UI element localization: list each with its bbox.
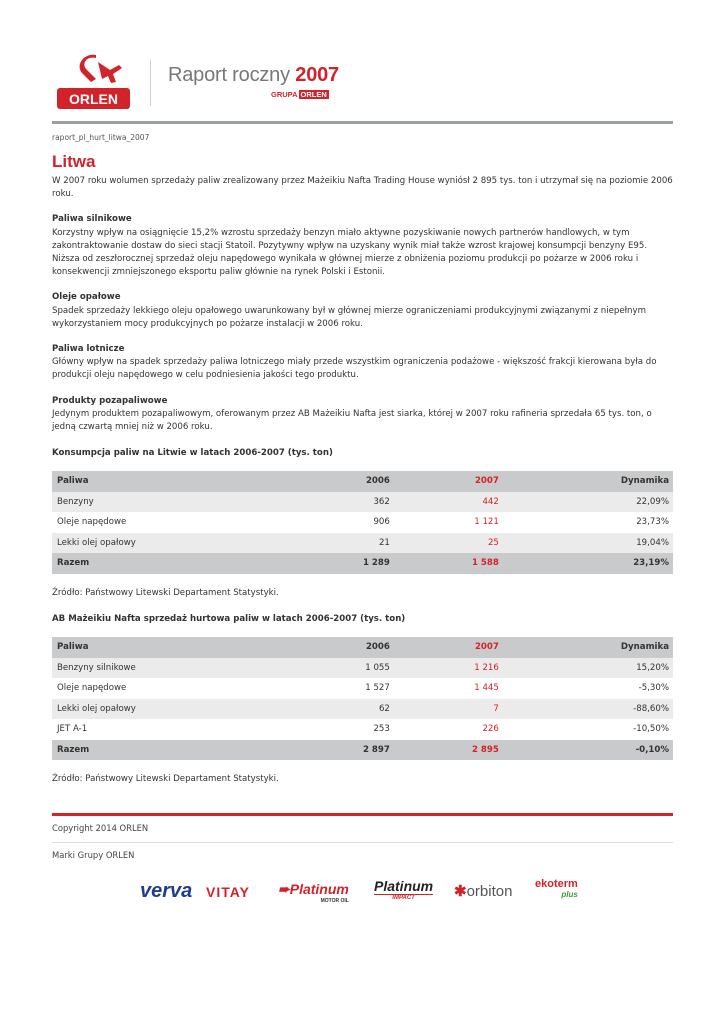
grupa-prefix: GRUPA — [271, 90, 298, 99]
table-cell: 21 — [378, 537, 390, 548]
page-title: Litwa — [52, 152, 96, 171]
section-heading: Paliwa silnikowe — [52, 214, 132, 225]
table-cell: 1 121 — [474, 517, 499, 528]
file-name: raport_pl_hurt_litwa_2007 — [52, 133, 150, 142]
column-header: Dynamika — [620, 476, 669, 487]
table-cell: 1 055 — [365, 662, 390, 673]
section-text: Spadek sprzedaży lekkiego oleju opałowego uwarunkowany był w głównej mierze ograniczeniami produkcyjnymi związanymi z niepełnym wykorzystaniem mocy produkcyjnych po pożarze instalacji w 2006 roku. — [52, 305, 646, 329]
column-header: 2006 — [365, 476, 390, 487]
table-cell: 442 — [482, 496, 499, 507]
brand-orbiton[interactable] — [454, 882, 512, 900]
brand-logos — [140, 876, 590, 912]
table-cell: 1 445 — [474, 683, 499, 693]
table-cell: 7 — [493, 703, 499, 714]
brand-vitay[interactable]: VITAY — [206, 884, 250, 900]
footer-divider — [52, 842, 673, 843]
brands-label: Marki Grupy ORLEN — [52, 850, 135, 860]
brand-name: Platinum — [374, 878, 434, 894]
table-cell: 1 588 — [471, 558, 499, 569]
report-title — [168, 64, 339, 87]
table-cell: Oleje napędowe — [57, 517, 127, 528]
section-heading: Oleje opałowe — [52, 292, 121, 303]
table-total-row — [52, 740, 673, 761]
brand-name: orbiton — [466, 883, 513, 900]
footer-rule — [52, 813, 673, 816]
copyright: Copyright 2014 ORLEN — [52, 823, 149, 833]
table-cell: 2 895 — [471, 744, 499, 755]
table-cell: -5,30% — [638, 683, 669, 693]
brand-platinum-motor-oil[interactable] — [278, 881, 349, 904]
table-cell: 22,09% — [636, 496, 669, 507]
report-title-prefix: Raport roczny — [168, 64, 290, 86]
table-cell: 906 — [373, 517, 390, 528]
table-cell: 1 289 — [362, 558, 390, 569]
source-note: Źródło: Państwowy Litewski Departament Statystyki. — [52, 587, 279, 598]
table-row — [52, 678, 673, 699]
table-cell: 62 — [378, 703, 390, 714]
table-cell: 253 — [373, 724, 390, 734]
table-cell: -88,60% — [633, 703, 669, 714]
table-header-row — [52, 471, 673, 492]
table-cell: Oleje napędowe — [57, 683, 127, 693]
table-cell: 19,04% — [636, 537, 669, 548]
section-text: Jedynym produktem pozapaliwowym, oferowanym przez AB Mażeikiu Nafta jest siarka, której w 2007 roku rafineria sprzedała 65 tys. ton, o jedną czwartą mniej niż w 2006 roku. — [52, 408, 652, 433]
column-header: Paliwa — [57, 642, 89, 652]
table-cell: 23,19% — [633, 558, 669, 569]
table-title: Konsumpcja paliw na Litwie w latach 2006-2007 (tys. ton) — [52, 448, 333, 459]
table-cell: 15,20% — [636, 662, 669, 673]
table-cell: 1 527 — [365, 683, 390, 693]
table-cell: Benzyny — [57, 496, 94, 507]
table-cell: Razem — [57, 744, 90, 755]
consumption-table — [52, 471, 673, 574]
table-cell: Lekki olej opałowy — [57, 537, 136, 548]
table-row — [52, 658, 673, 679]
wholesale-table — [52, 637, 673, 760]
brand-name: ekoterm — [535, 878, 578, 890]
table-row — [52, 533, 673, 554]
brand-ekoterm[interactable] — [535, 878, 578, 899]
brand-name: Platinum — [289, 881, 349, 897]
table-cell: Razem — [57, 558, 90, 569]
table-row — [52, 699, 673, 720]
table-cell: JET A-1 — [57, 724, 88, 734]
brand-subtitle: IMPACT — [374, 894, 433, 901]
platinum-arrow-icon: ➨ — [278, 881, 290, 897]
article — [52, 152, 673, 787]
section-heading: Paliwa lotnicze — [52, 344, 125, 355]
column-header: 2007 — [474, 642, 499, 652]
section-text: Główny wpływ na spadek sprzedaży paliwa lotniczego miały przede wszystkim ograniczenia podażowe - większość frakcji kierowana była do produkcji oleju napędowego w celu podniesienia jakości tego produktu. — [52, 357, 657, 381]
table-cell: 25 — [487, 537, 499, 548]
brand-subtitle: MOTOR OIL — [320, 898, 349, 904]
table-cell: -10,50% — [633, 724, 669, 734]
column-header: Dynamika — [620, 642, 669, 652]
table-cell: Benzyny silnikowe — [57, 662, 136, 673]
table-row — [52, 492, 673, 513]
table-title: AB Mażeikiu Nafta sprzedaż hurtowa paliw w latach 2006-2007 (tys. ton) — [52, 614, 406, 625]
orbiton-star-icon: ✱ — [454, 883, 467, 900]
column-header: 2007 — [474, 476, 499, 487]
table-row — [52, 512, 673, 533]
table-cell: Lekki olej opałowy — [57, 703, 136, 714]
report-title-year: 2007 — [295, 64, 339, 86]
grupa-orlen-badge — [271, 90, 329, 99]
grupa-brand: ORLEN — [300, 90, 327, 99]
table-cell: 1 216 — [474, 662, 499, 673]
column-header: Paliwa — [57, 476, 89, 487]
orlen-eagle-icon — [56, 52, 131, 112]
column-header: 2006 — [365, 642, 390, 652]
header-rule — [52, 121, 673, 124]
source-note: Źródło: Państwowy Litewski Departament Statystyki. — [52, 774, 279, 785]
logo-text: ORLEN — [69, 91, 118, 107]
table-header-row — [52, 637, 673, 658]
table-cell: 2 897 — [362, 744, 390, 755]
brand-verva[interactable]: verva — [140, 880, 193, 902]
section-heading: Produkty pozapaliwowe — [52, 395, 168, 406]
table-cell: 23,73% — [636, 517, 669, 528]
brand-platinum-impact[interactable] — [374, 878, 433, 901]
table-cell: 226 — [482, 724, 499, 734]
intro-text: W 2007 roku wolumen sprzedaży paliw zrealizowany przez Mażeikiu Nafta Trading House wyniósł 2 895 tys. ton i utrzymał się na poziomie 2006 roku. — [52, 176, 673, 200]
orlen-logo — [56, 52, 131, 112]
table-cell: -0,10% — [635, 744, 669, 755]
brand-subtitle: plus — [561, 890, 578, 899]
table-row — [52, 719, 673, 740]
table-total-row — [52, 553, 673, 574]
section-text: Korzystny wpływ na osiągnięcie 15,2% wzrostu sprzedaży benzyn miało aktywne pozyskiwanie nowych partnerów handlowych, w tym zakontraktowanie dostaw do sieci stacji Statoil. Pozytywny wpływ na uzyskany wynik miał także wzrost krajowej konsumpcji benzyny E95. Niższa od zeszłorocznej sprzedaż oleju napędowego wynikała w głównej mierze z obniżenia poziomu produkcji po pożarze w 2006 roku i konsekwencji zmniejszonego eksportu paliw głównie na rynek Polski i Estonii. — [52, 227, 648, 278]
table-cell: 362 — [373, 496, 390, 507]
header-separator — [150, 60, 151, 106]
